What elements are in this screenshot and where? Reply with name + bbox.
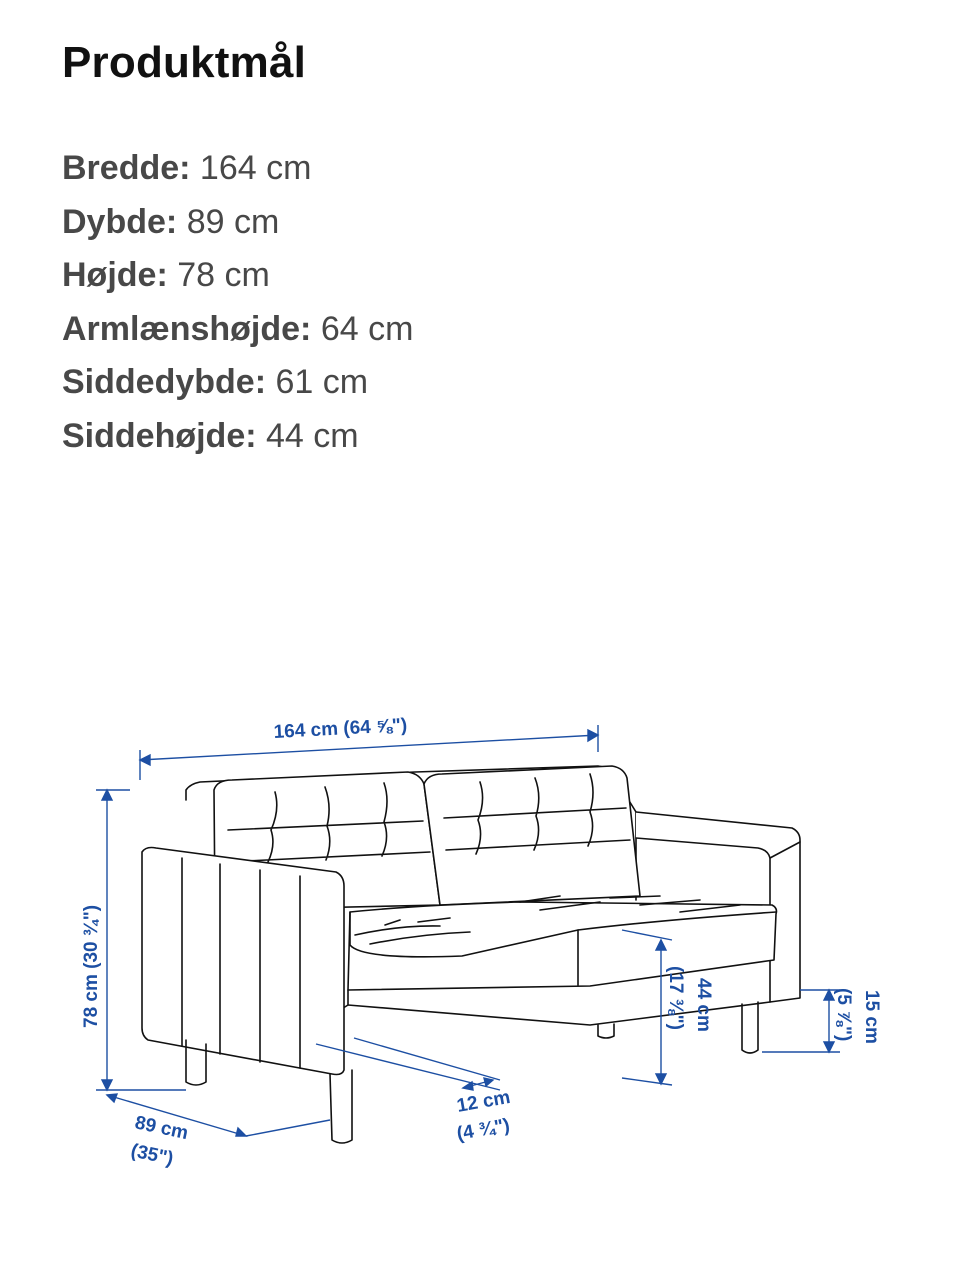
spec-depth (62, 196, 413, 250)
spec-value: 61 cm (275, 363, 369, 402)
sofa-dimensions-diagram (0, 690, 960, 1190)
spec-value: 64 cm (320, 309, 414, 348)
width-label: 164 cm (64 ⅝") (273, 715, 408, 743)
spec-seat-height (62, 410, 413, 464)
spec-label: Højde: (62, 256, 168, 295)
depth-label-in: (35") (128, 1140, 176, 1170)
depth-label-cm: 89 cm (132, 1112, 191, 1145)
spec-value: 44 cm (266, 416, 359, 455)
spec-label: Siddehøjde: (62, 416, 257, 455)
spec-height (62, 249, 413, 303)
leg-label-in: (4 ¾") (455, 1114, 512, 1145)
leg-label-cm: 12 cm (455, 1086, 512, 1117)
clearance-label-in: (5 ⅞") (833, 988, 854, 1042)
clearance-label-cm: 15 cm (861, 990, 882, 1044)
spec-armrest-height (62, 303, 413, 357)
spec-seat-depth (62, 356, 413, 410)
spec-label: Armlænshøjde: (62, 309, 312, 348)
seat-height-label-in: (17 ⅜") (665, 966, 686, 1030)
page-title: Produktmål (62, 38, 307, 87)
spec-width (62, 142, 413, 196)
spec-value: 89 cm (186, 202, 280, 241)
seat-height-label-cm: 44 cm (693, 978, 714, 1032)
spec-label: Siddedybde: (62, 363, 267, 402)
spec-value: 78 cm (177, 256, 270, 295)
dimensions-list (62, 142, 413, 464)
spec-value: 164 cm (199, 149, 312, 187)
height-label: 78 cm (30 ¾") (81, 904, 102, 1028)
spec-label: Bredde: (62, 149, 191, 187)
spec-label: Dybde: (62, 202, 178, 241)
